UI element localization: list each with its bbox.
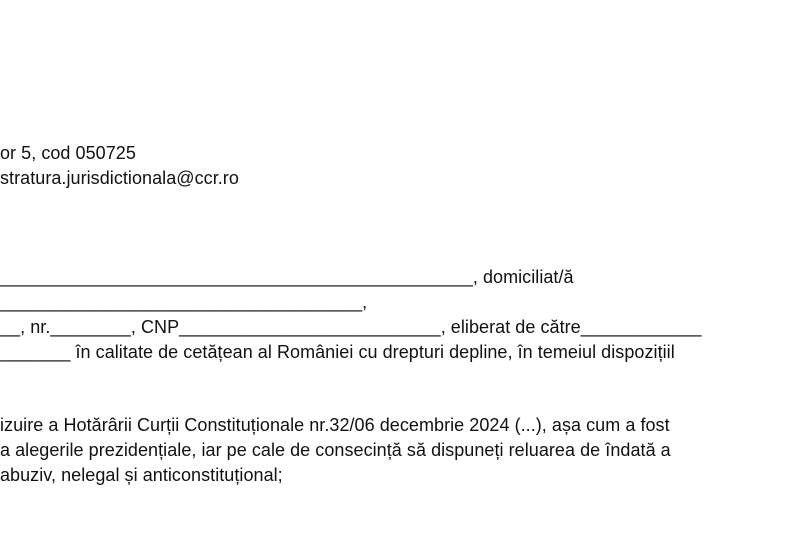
- form-line-name-domicile: _______________________________________________, domiciliat/ă: [0, 267, 574, 287]
- form-line-citizenship: _______ în calitate de cetățean al României cu drepturi depline, în temeiul dispozițiil: [0, 342, 675, 362]
- request-line-3: abuziv, nelegal și anticonstituțional;: [0, 465, 283, 485]
- request-line-2: a alegerile prezidențiale, iar pe cale de consecință să dispuneți reluarea de îndată a: [0, 440, 671, 460]
- request-line-1: izuire a Hotărârii Curții Constituționale nr.32/06 decembrie 2024 (...), așa cum a fost: [0, 415, 670, 435]
- address-line-email: stratura.jurisdictionala@ccr.ro: [0, 168, 239, 188]
- form-line-id-details: __, nr.________, CNP__________________________, eliberat de către____________: [0, 317, 702, 337]
- address-line-street: or 5, cod 050725: [0, 143, 136, 163]
- form-line-address: ____________________________________,: [0, 292, 368, 312]
